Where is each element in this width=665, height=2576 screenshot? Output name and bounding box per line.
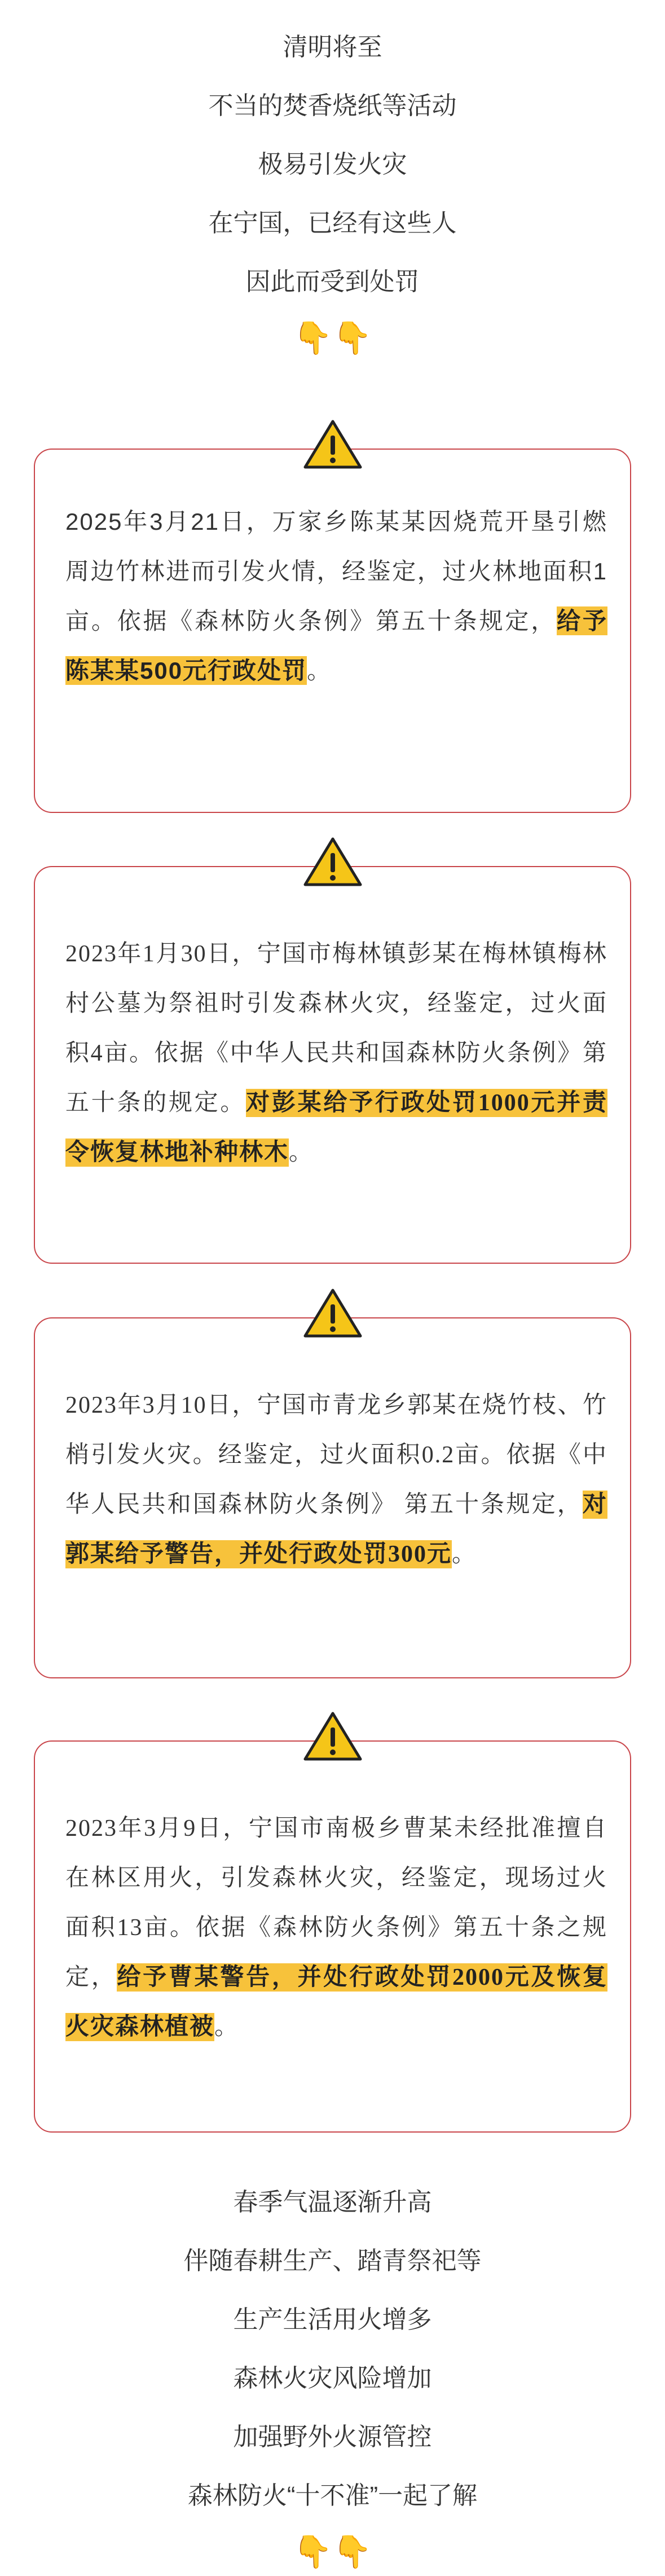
case-text-body: 2023年3月9日，宁国市南极乡曹某未经批准擅自在林区用火，引发森林火灾，经鉴定，现场过火面积13亩。依据《森林防火条例》第五十条之规定， [65,1815,607,1990]
intro-line: 因此而受到处罚 [245,268,420,296]
pointing-down-icon: 👇👇 [293,320,372,357]
case-text-body: 2023年1月30日，宁国市梅林镇彭某在梅林镇梅林村公墓为祭祖时引发森林火灾，经鉴定，过火面积4亩。依据《中华人民共和国森林防火条例》第五十条的规定。 [65,941,607,1116]
intro-line: 在宁国，已经有这些人 [208,209,457,237]
warning-icon [302,419,363,471]
penalty-highlight: 对彭某给予行政处罚1000元并责令恢复林地补种林木 [65,1090,607,1166]
case-text-end: 。 [289,1140,314,1166]
outro-line: 森林火灾风险增加 [233,2364,432,2392]
outro-section [0,2178,665,2575]
intro-line: 清明将至 [283,33,382,61]
outro-line: 生产生活用火增多 [233,2306,432,2333]
intro-line: 极易引发火灾 [258,151,407,178]
case-card-1 [34,449,631,813]
case-text [65,929,607,1177]
case-text-body: 2023年3月10日，宁国市青龙乡郭某在烧竹枝、竹梢引发火灾。经鉴定，过火面积0.2亩。依据《中华人民共和国森林防火条例》 第五十条规定， [65,1392,607,1518]
case-text-end: 。 [307,657,332,684]
case-text [65,1381,607,1579]
case-card-2 [34,866,631,1264]
outro-line: 春季气温逐渐升高 [233,2188,432,2216]
intro-section [0,23,665,361]
intro-line: 不当的焚香烧纸等活动 [208,92,457,120]
case-text [65,1804,607,2052]
warning-icon [302,1287,363,1339]
case-text-body: 2025年3月21日，万家乡陈某某因烧荒开垦引燃周边竹林进而引发火情，经鉴定，过火林地面积1亩。依据《森林防火条例》第五十条规定， [65,508,607,634]
case-card-4 [34,1740,631,2133]
outro-line: 伴随春耕生产、踏青祭祀等 [183,2247,482,2275]
outro-line: 森林防火“十不准”一起了解 [187,2482,478,2509]
case-text-end: 。 [452,1541,477,1567]
penalty-highlight: 给予曹某警告，并处行政处罚2000元及恢复火灾森林植被 [65,1964,607,2040]
pointing-down-icon: 👇👇 [293,2534,372,2570]
case-card-3 [34,1317,631,1678]
warning-icon [302,836,363,888]
penalty-highlight: 给予陈某某500元行政处罚 [65,608,607,684]
case-text-end: 。 [214,2014,240,2040]
outro-line: 加强野外火源管控 [233,2423,432,2451]
penalty-highlight: 对郭某给予警告，并处行政处罚300元 [65,1492,607,1567]
case-text [65,497,607,696]
warning-icon [302,1711,363,1762]
